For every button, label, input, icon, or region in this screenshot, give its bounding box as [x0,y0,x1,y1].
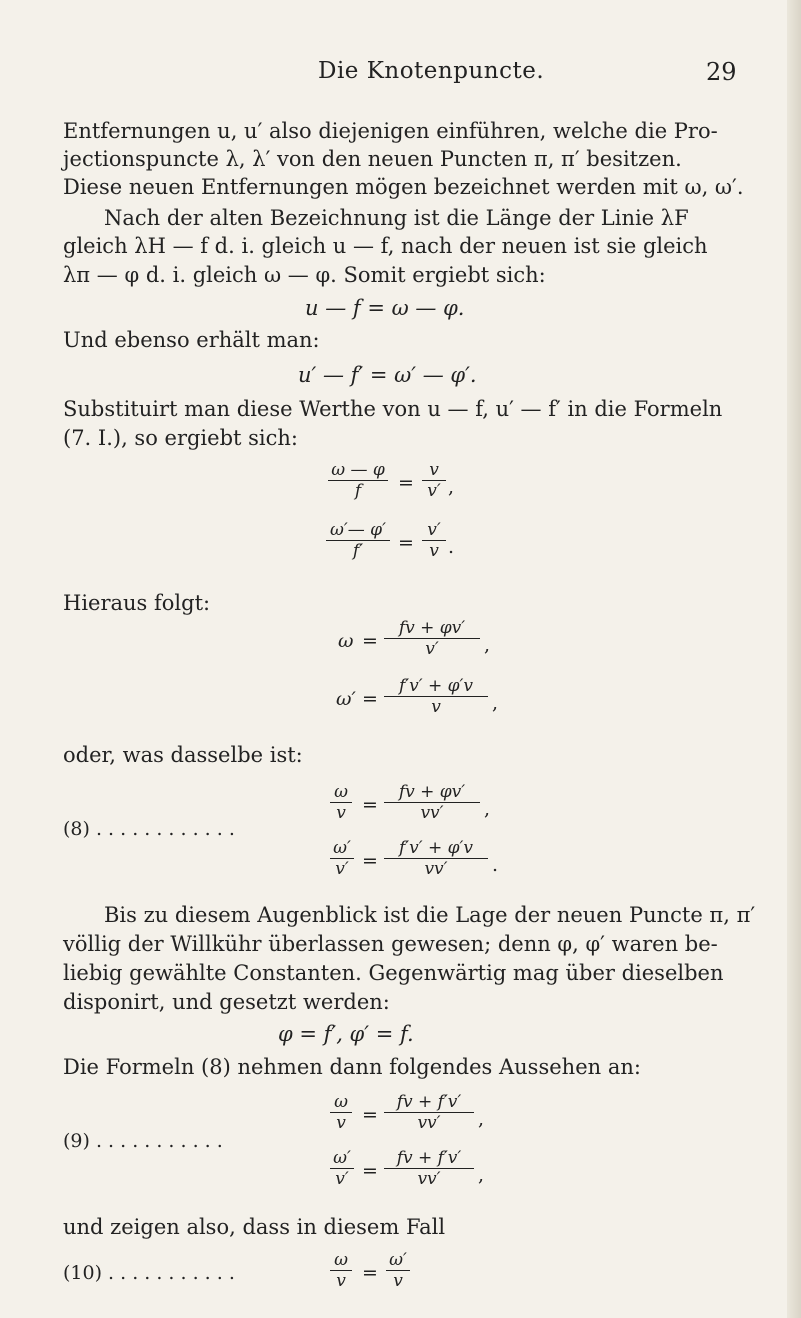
equals-sign: = [362,688,378,710]
text-line: Bis zu diesem Augenblick ist die Lage der neuen Puncte π, π′ [104,903,756,927]
fraction: ω′ v′ [330,1148,354,1189]
fraction: ω v [330,782,352,823]
equals-sign: = [362,1104,378,1126]
comma: , [484,798,491,820]
fraction: ω — φ f [328,460,388,501]
comma: , [448,476,455,498]
equals-sign: = [362,1262,378,1284]
text-line: jectionspuncte λ, λ′ von den neuen Puncten π, π′ besitzen. [63,147,682,171]
equation-b: u′ — f′ = ω′ — φ′. [298,363,477,387]
equals-sign: = [398,532,414,554]
text-line: Nach der alten Bezeichnung ist die Länge der Linie λF [104,206,689,230]
fraction: v′ v [422,520,446,561]
equation-number-10: (10) . . . . . . . . . . . [63,1262,235,1284]
equals-sign: = [362,794,378,816]
page-number: 29 [706,58,737,86]
omega-symbol: ω [338,630,354,652]
fraction: f′v′ + φ′v vv′ [384,838,488,879]
text-line: λπ — φ d. i. gleich ω — φ. Somit ergiebt sich: [63,263,546,287]
page-spine-shadow [787,0,801,1318]
equals-sign: = [398,472,414,494]
comma: , [478,1108,485,1130]
equals-sign: = [362,630,378,652]
text-line: Entfernungen u, u′ also diejenigen einführen, welche die Pro- [63,119,718,143]
text-line: disponirt, und gesetzt werden: [63,990,390,1014]
fraction: fv + f′v′ vv′ [384,1148,474,1189]
equation-number-9: (9) . . . . . . . . . . . [63,1130,223,1152]
text-line: liebig gewählte Constanten. Gegenwärtig mag über dieselben [63,961,724,985]
page-header [0,58,801,88]
text-line: (7. I.), so ergiebt sich: [63,426,298,450]
text-line: gleich λH — f d. i. gleich u — f, nach der neuen ist sie gleich [63,234,708,258]
equation-number-8: (8) . . . . . . . . . . . . [63,818,235,840]
text-line: Hieraus folgt: [63,591,211,615]
text-line: Die Formeln (8) nehmen dann folgendes Aussehen an: [63,1055,641,1079]
comma: , [492,692,499,714]
fraction: fv + φv′ v′ [384,618,480,659]
comma: , [484,634,491,656]
fraction: ω′ v [386,1250,410,1291]
period: . [492,854,499,876]
period: . [448,536,455,558]
fraction: ω′— φ′ f′ [326,520,390,561]
running-title: Die Knotenpuncte. [318,58,545,84]
fraction: fv + f′v′ vv′ [384,1092,474,1133]
text-line: und zeigen also, dass in diesem Fall [63,1215,446,1239]
comma: , [478,1164,485,1186]
equals-sign: = [362,1160,378,1182]
fraction: ω′ v′ [330,838,354,879]
text-line: völlig der Willkühr überlassen gewesen; denn φ, φ′ waren be- [63,932,718,956]
text-line: Und ebenso erhält man: [63,328,320,352]
fraction: v v′ [422,460,446,501]
equation-c: φ = f′, φ′ = f. [278,1022,414,1046]
fraction: fv + φv′ vv′ [384,782,480,823]
fraction: ω v [330,1092,352,1133]
text-line: oder, was dasselbe ist: [63,743,303,767]
omega-prime-symbol: ω′ [336,688,356,710]
fraction: ω v [330,1250,352,1291]
equation-a: u — f = ω — φ. [305,296,465,320]
fraction: f′v′ + φ′v v [384,676,488,717]
equals-sign: = [362,850,378,872]
text-line: Diese neuen Entfernungen mögen bezeichnet werden mit ω, ω′. [63,175,744,199]
text-line: Substituirt man diese Werthe von u — f, u′ — f′ in die Formeln [63,397,723,421]
